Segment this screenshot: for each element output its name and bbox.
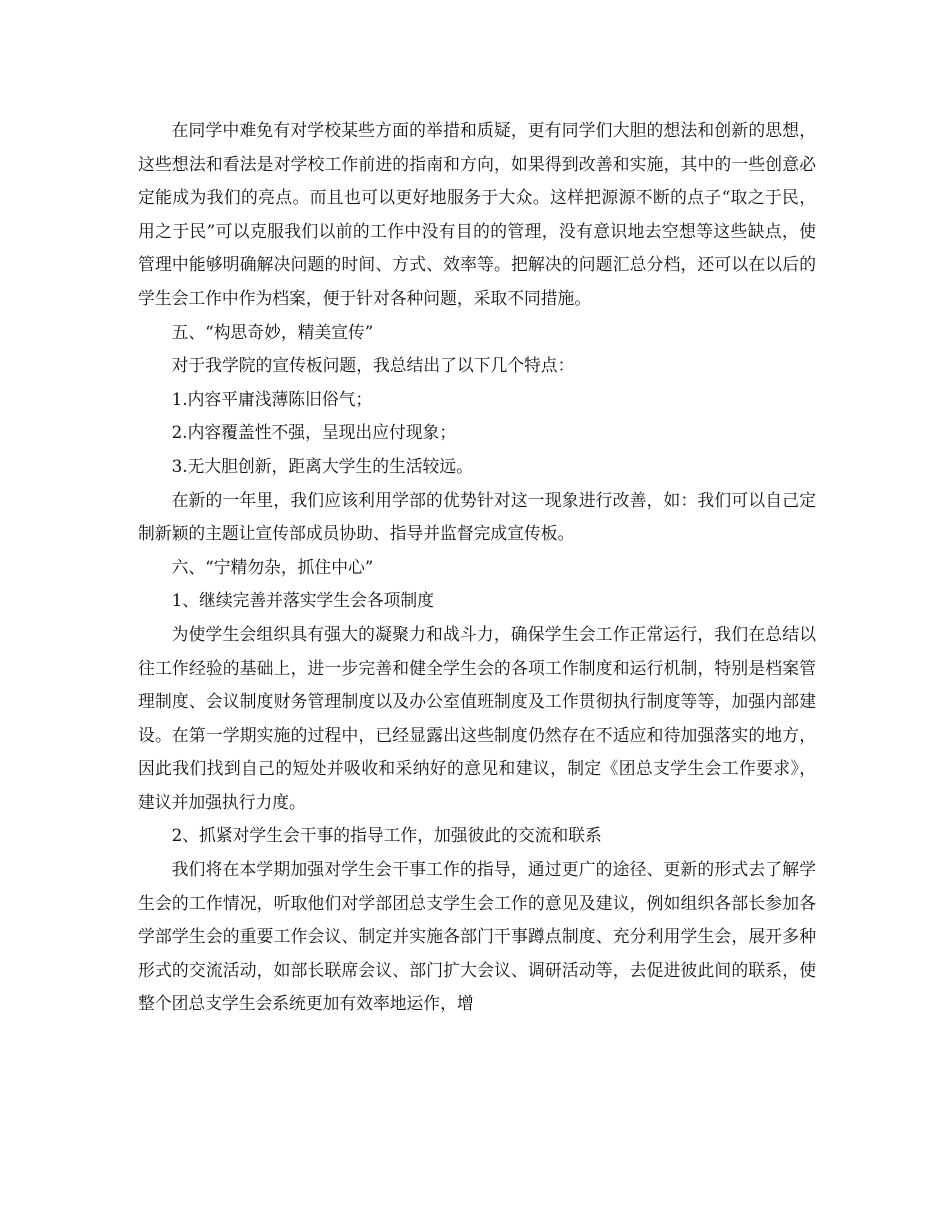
paragraph-publicity-intro: 对于我学院的宣传板问题，我总结出了以下几个特点： — [171, 355, 575, 376]
paragraph-new-year: 在新的一年里，我们应该利用学部的优势针对这一现象进行改善，如：我们可以自己定制新颖的主题让宣传部成员协助、指导并监督完成宣传板。 — [138, 489, 816, 544]
list-item-2: 2.内容覆盖性不强，呈现出应付现象； — [171, 422, 457, 443]
list-item-1: 1.内容平庸浅薄陈旧俗气； — [171, 388, 373, 409]
document-body — [138, 114, 816, 1021]
paragraph-systems: 为使学生会组织具有强大的凝聚力和战斗力，确保学生会工作正常运行，我们在总结以往工作经验的基础上，进一步完善和健全学生会的各项工作制度和运行机制，特别是档案管理制度、会议制度财务管理制度以及办公室值班制度及工作贯彻执行制度等等，加强内部建设。在第一学期实施的过程中，已经显露出这些制度仍然存在不适应和待加强落实的地方，因此我们找到自己的短处并吸收和采纳好的意见和建议，制定《团总支学生会工作要求》，建议并加强执行力度。 — [138, 623, 816, 812]
paragraph-suggestions: 在同学中难免有对学校某些方面的举措和质疑，更有同学们大胆的想法和创新的思想，这些想法和看法是对学校工作前进的指南和方向，如果得到改善和实施，其中的一些创意必定能成为我们的亮点。而且也可以更好地服务于大众。这样把源源不断的点子“取之于民，用之于民”可以克服我们以前的工作中没有目的的管理，没有意识地去空想等这些缺点，使管理中能够明确解决问题的时间、方式、效率等。把解决的问题汇总分档，还可以在以后的学生会工作中作为档案，便于针对各种问题，采取不同措施。 — [138, 120, 816, 308]
subheading-2: 2、抓紧对学生会干事的指导工作，加强彼此的交流和联系 — [171, 825, 602, 846]
section-heading-six: 六、“宁精勿杂，抓住中心” — [171, 556, 374, 577]
list-item-3: 3.无大胆创新，距离大学生的生活较远。 — [171, 455, 473, 476]
paragraph-guidance: 我们将在本学期加强对学生会干事工作的指导，通过更广的途径、更新的形式去了解学生会的工作情况，听取他们对学部团总支学生会工作的意见及建议，例如组织各部长参加各学部学生会的重要工作会议、制定并实施各部门干事蹲点制度、充分利用学生会，展开多种形式的交流活动，如部长联席会议、部门扩大会议、调研活动等，去促进彼此间的联系，使整个团总支学生会系统更加有效率地运作，增 — [138, 859, 816, 1014]
subheading-1: 1、继续完善并落实学生会各项制度 — [171, 590, 434, 611]
section-heading-five: 五、“构思奇妙，精美宣传” — [171, 321, 374, 342]
